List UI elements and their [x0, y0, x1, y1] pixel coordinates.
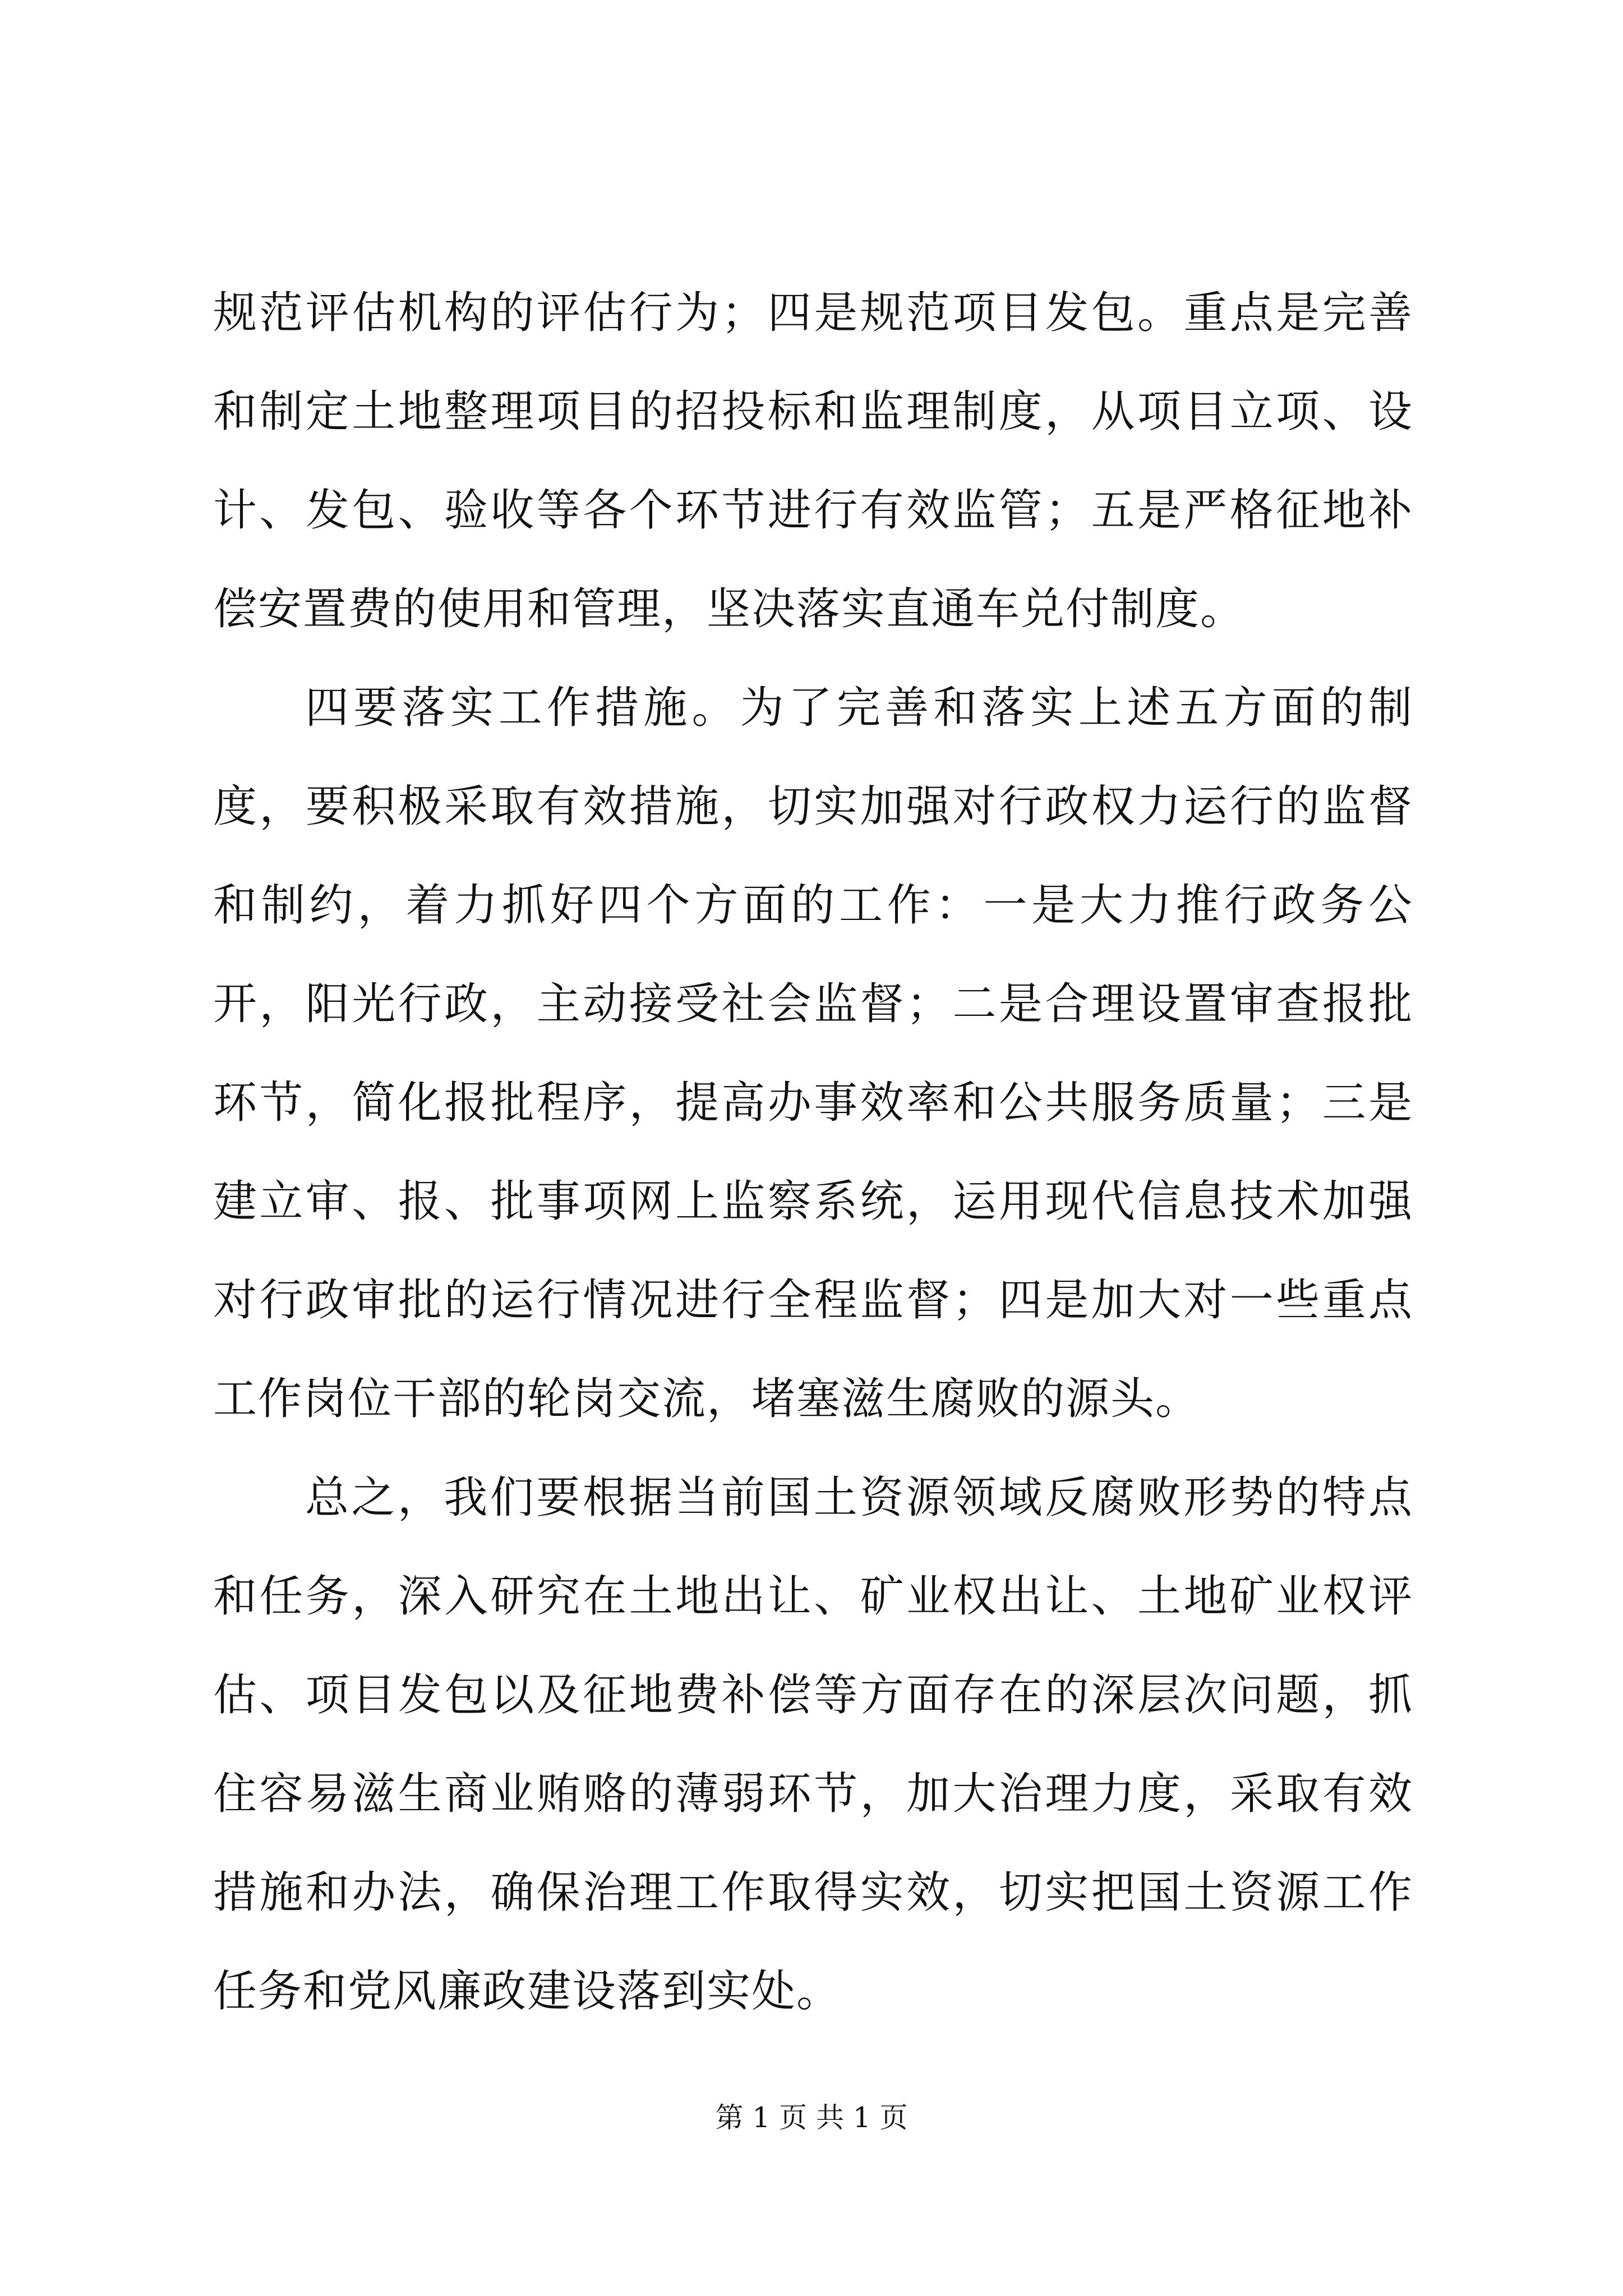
page-number-footer: 第 1 页 共 1 页	[715, 2101, 908, 2134]
paragraph-continuation: 规范评估机构的评估行为；四是规范项目发包。重点是完善和制定土地整理项目的招投标和监理制度，从项目立项、设计、发包、验收等各个环节进行有效监管；五是严格征地补偿安置费的使用和管理，坚决落实直通车兑付制度。	[213, 288, 1413, 634]
paragraph-conclusion: 总之，我们要根据当前国土资源领域反腐败形势的特点和任务，深入研究在土地出让、矿业权出让、土地矿业权评估、项目发包以及征地费补偿等方面存在的深层次问题，抓住容易滋生商业贿赂的薄弱环节，加大治理力度，采取有效措施和办法，确保治理工作取得实效，切实把国土资源工作任务和党风廉政建设落到实处。	[213, 1473, 1413, 2017]
paragraph-work-measures: 四要落实工作措施。为了完善和落实上述五方面的制度，要积极采取有效措施，切实加强对行政权力运行的监督和制约，着力抓好四个方面的工作：一是大力推行政务公开，阳光行政，主动接受社会监督；二是合理设置审查报批环节，简化报批程序，提高办事效率和公共服务质量；三是建立审、报、批事项网上监察系统，运用现代信息技术加强对行政审批的运行情况进行全程监督；四是加大对一些重点工作岗位干部的轮岗交流，堵塞滋生腐败的源头。	[213, 683, 1413, 1424]
document-body	[213, 264, 1413, 2041]
